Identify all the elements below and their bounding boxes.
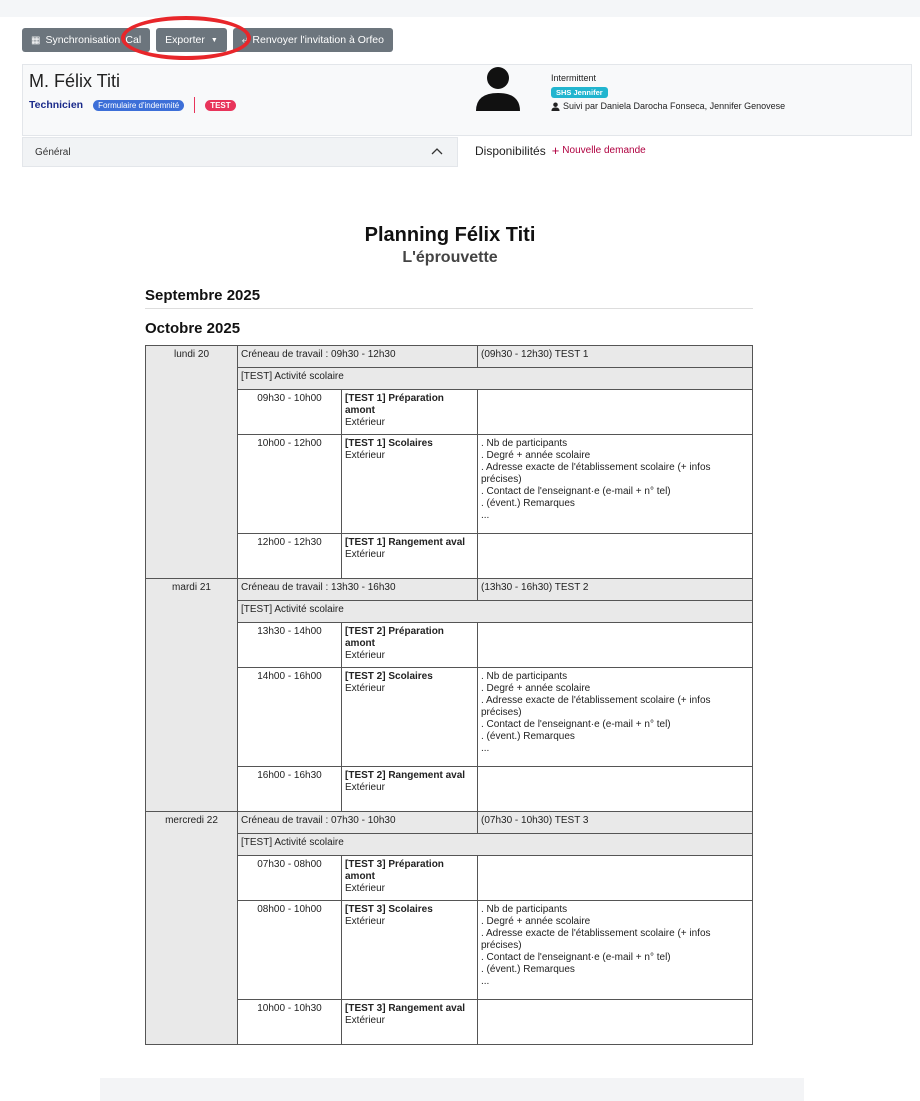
note-line: . (évent.) Remarques <box>481 731 575 742</box>
task-location: Extérieur <box>345 650 386 661</box>
task-cell <box>342 534 478 579</box>
slot-summary-cell: (07h30 - 10h30) TEST 3 <box>478 812 753 834</box>
task-row <box>146 1000 753 1045</box>
note-line: . Contact de l'enseignant·e (e-mail + n° tel) <box>481 952 671 963</box>
task-row <box>146 534 753 579</box>
divider <box>194 97 195 113</box>
slot-summary-cell: (09h30 - 12h30) TEST 1 <box>478 346 753 368</box>
note-line: ... <box>481 976 490 987</box>
document-title: Planning Félix Titi <box>364 224 536 246</box>
activity-row <box>146 834 753 856</box>
role-label: Technicien <box>29 99 84 111</box>
task-row <box>146 668 753 767</box>
availability-title: Disponibilités <box>475 143 546 158</box>
shs-badge: SHS Jennifer <box>551 87 608 98</box>
task-location: Extérieur <box>345 916 386 927</box>
time-range-cell: 14h00 - 16h00 <box>238 668 342 767</box>
activity-cell: [TEST] Activité scolaire <box>238 368 753 390</box>
slot-summary-cell: (13h30 - 16h30) TEST 2 <box>478 579 753 601</box>
task-location: Extérieur <box>345 549 386 560</box>
profile-details <box>551 73 785 111</box>
task-title: [TEST 2] Scolaires <box>345 671 433 682</box>
work-slot-cell: Créneau de travail : 13h30 - 16h30 <box>238 579 478 601</box>
top-strip <box>0 0 920 17</box>
time-range-cell: 13h30 - 14h00 <box>238 623 342 668</box>
sync-ical-label: Synchronisation iCal <box>45 34 142 46</box>
bottom-panel <box>100 1078 804 1101</box>
work-slot-cell: Créneau de travail : 09h30 - 12h30 <box>238 346 478 368</box>
task-location: Extérieur <box>345 450 386 461</box>
sync-ical-button[interactable] <box>22 28 150 52</box>
task-location: Extérieur <box>345 1015 386 1026</box>
task-notes-cell <box>478 623 753 668</box>
task-notes-cell <box>478 435 753 534</box>
toolbar <box>22 28 393 52</box>
note-line: . Degré + année scolaire <box>481 916 591 927</box>
task-notes-cell <box>478 901 753 1000</box>
test-badge: TEST <box>205 100 235 111</box>
note-line: . Nb de participants <box>481 671 568 682</box>
month-heading: Octobre 2025 <box>145 320 241 337</box>
plus-icon[interactable]: + <box>551 143 560 158</box>
task-notes-cell <box>478 767 753 812</box>
calendar-icon: ▦ <box>31 34 41 46</box>
task-cell <box>342 668 478 767</box>
form-badge[interactable]: Formulaire d'indemnité <box>93 100 184 111</box>
note-line: . Degré + année scolaire <box>481 450 591 461</box>
task-row <box>146 435 753 534</box>
export-label: Exporter <box>165 34 205 46</box>
day-cell: mercredi 22 <box>146 812 238 1045</box>
note-line: . Contact de l'enseignant·e (e-mail + n° tel) <box>481 719 671 730</box>
task-notes-cell <box>478 856 753 901</box>
role-row <box>29 97 236 113</box>
general-label: Général <box>35 147 71 158</box>
task-title: [TEST 3] Rangement aval <box>345 1003 466 1014</box>
profile-card <box>22 64 912 136</box>
task-location: Extérieur <box>345 417 386 428</box>
resend-invitation-button[interactable] <box>233 28 393 52</box>
task-title: [TEST 1] Rangement aval <box>345 537 466 548</box>
reply-arrow-icon: ⤶ <box>241 34 248 46</box>
task-cell <box>342 435 478 534</box>
work-slot-cell: Créneau de travail : 07h30 - 10h30 <box>238 812 478 834</box>
day-cell: lundi 20 <box>146 346 238 579</box>
status-label: Intermittent <box>551 73 597 83</box>
task-location: Extérieur <box>345 883 386 894</box>
user-icon <box>551 102 560 111</box>
month-heading: Septembre 2025 <box>145 287 753 309</box>
task-title: [TEST 3] Scolaires <box>345 904 433 915</box>
general-accordion-header[interactable] <box>22 137 458 167</box>
task-title: [TEST 3] Préparation amont <box>345 859 444 882</box>
time-range-cell: 07h30 - 08h00 <box>238 856 342 901</box>
activity-cell: [TEST] Activité scolaire <box>238 601 753 623</box>
note-line: ... <box>481 510 490 521</box>
note-line: . Degré + année scolaire <box>481 683 591 694</box>
task-row <box>146 767 753 812</box>
task-notes-cell <box>478 390 753 435</box>
document-subtitle: L'éprouvette <box>402 249 498 266</box>
slot-row <box>146 579 753 601</box>
time-range-cell: 10h00 - 12h00 <box>238 435 342 534</box>
export-dropdown-button[interactable] <box>156 28 227 52</box>
person-name: M. Félix Titi <box>29 71 121 91</box>
task-row <box>146 623 753 668</box>
user-avatar-icon <box>473 65 523 115</box>
resend-invitation-label: Renvoyer l'invitation à Orfeo <box>252 34 384 46</box>
note-line: . Contact de l'enseignant·e (e-mail + n° tel) <box>481 486 671 497</box>
time-range-cell: 12h00 - 12h30 <box>238 534 342 579</box>
caret-down-icon: ▼ <box>210 36 218 44</box>
note-line: ... <box>481 743 490 754</box>
task-cell <box>342 390 478 435</box>
slot-row <box>146 812 753 834</box>
note-line: . Adresse exacte de l'établissement scolaire (+ infos précises) <box>481 462 711 485</box>
new-request-link[interactable]: Nouvelle demande <box>562 145 646 156</box>
time-range-cell: 08h00 - 10h00 <box>238 901 342 1000</box>
task-title: [TEST 1] Préparation amont <box>345 393 444 416</box>
task-title: [TEST 2] Préparation amont <box>345 626 444 649</box>
task-row <box>146 901 753 1000</box>
note-line: . (évent.) Remarques <box>481 498 575 509</box>
note-line: . (évent.) Remarques <box>481 964 575 975</box>
task-title: [TEST 1] Scolaires <box>345 438 433 449</box>
slot-row <box>146 346 753 368</box>
task-row <box>146 856 753 901</box>
task-row <box>146 390 753 435</box>
task-notes-cell <box>478 668 753 767</box>
note-line: . Adresse exacte de l'établissement scolaire (+ infos précises) <box>481 695 711 718</box>
task-cell <box>342 901 478 1000</box>
task-notes-cell <box>478 1000 753 1045</box>
task-title: [TEST 2] Rangement aval <box>345 770 466 781</box>
availability-header <box>475 143 646 158</box>
activity-cell: [TEST] Activité scolaire <box>238 834 753 856</box>
activity-row <box>146 368 753 390</box>
chevron-up-icon[interactable] <box>431 146 443 156</box>
planning-table <box>145 345 753 1045</box>
task-cell <box>342 623 478 668</box>
note-line: . Adresse exacte de l'établissement scolaire (+ infos précises) <box>481 928 711 951</box>
activity-row <box>146 601 753 623</box>
task-cell <box>342 856 478 901</box>
note-line: . Nb de participants <box>481 904 568 915</box>
day-cell: mardi 21 <box>146 579 238 812</box>
followed-by-text: Suivi par Daniela Darocha Fonseca, Jennifer Genovese <box>563 101 786 111</box>
time-range-cell: 16h00 - 16h30 <box>238 767 342 812</box>
note-line: . Nb de participants <box>481 438 568 449</box>
task-cell <box>342 1000 478 1045</box>
time-range-cell: 10h00 - 10h30 <box>238 1000 342 1045</box>
task-location: Extérieur <box>345 782 386 793</box>
task-cell <box>342 767 478 812</box>
task-location: Extérieur <box>345 683 386 694</box>
task-notes-cell <box>478 534 753 579</box>
time-range-cell: 09h30 - 10h00 <box>238 390 342 435</box>
